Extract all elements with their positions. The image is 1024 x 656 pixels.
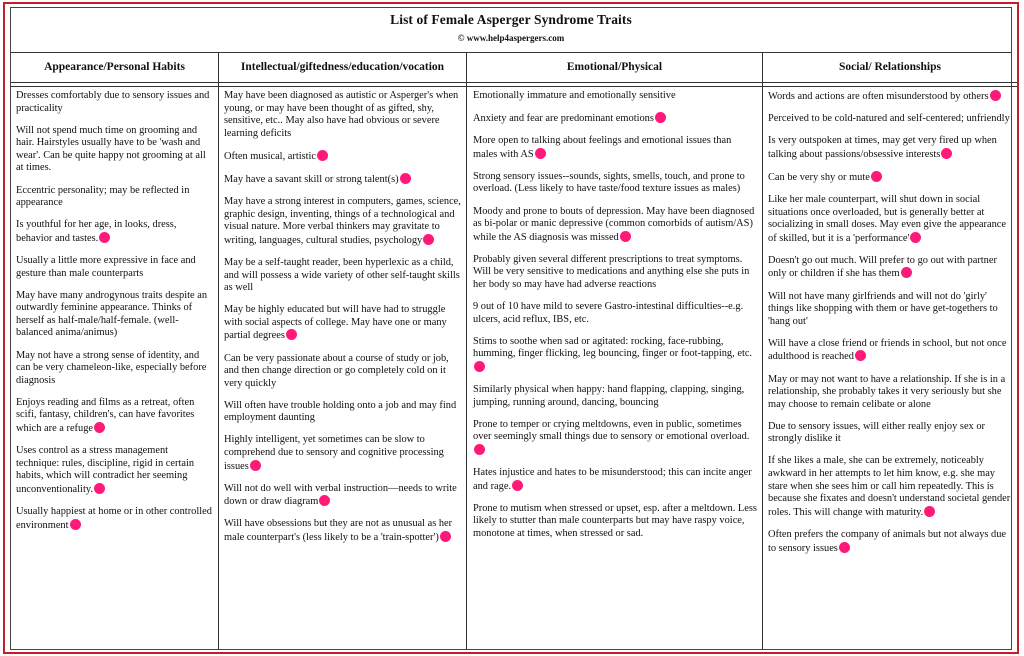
trait-item <box>16 397 213 436</box>
trait-text: Similarly physical when happy: hand flapping, clapping, singing, jumping, running around, dancing, bouncing <box>473 384 745 408</box>
trait-text: Hates injustice and hates to be misunderstood; this can incite anger and rage. <box>473 467 752 492</box>
trait-text: Doesn't go out much. Will prefer to go out with partner only or children if she has them <box>768 254 997 280</box>
trait-item <box>16 506 213 532</box>
trait-text: May be a self-taught reader, been hyperlexic as a child, and will possess a wide variety of other self-taught skills as well <box>224 256 460 294</box>
trait-text: Is very outspoken at times, may get very fired up when talking about passions/obsessive interests <box>768 135 997 160</box>
pink-marker-dot-icon <box>512 480 523 491</box>
trait-item <box>768 113 1012 126</box>
trait-item <box>768 455 1012 519</box>
trait-text: Strong sensory issues--sounds, sights, smells, touch, and prone to overload. (Less likely to have taste/food texture issues as males) <box>473 170 745 195</box>
trait-item <box>768 421 1012 446</box>
trait-text: Uses control as a stress management technique: rules, discipline, rigid in certain habits, which will contradict her seeming unconventionality. <box>16 445 195 495</box>
trait-item <box>473 503 757 541</box>
trait-text: Moody and prone to bouts of depression. May have been diagnosed as bi-polar or manic depressive (common comorbids of autism/AS) while the AS diagnosis was missed <box>473 205 755 243</box>
trait-list <box>467 87 762 541</box>
pink-marker-dot-icon <box>620 231 631 242</box>
trait-list <box>11 87 218 532</box>
pink-marker-dot-icon <box>70 519 81 530</box>
trait-text: Emotionally immature and emotionally sensitive <box>473 90 676 101</box>
trait-item <box>16 219 213 245</box>
trait-item <box>768 135 1012 161</box>
trait-item <box>473 384 757 409</box>
trait-item <box>16 290 213 340</box>
trait-item <box>224 150 461 164</box>
trait-item <box>768 529 1012 555</box>
pink-marker-dot-icon <box>901 267 912 278</box>
trait-item <box>224 400 461 425</box>
trait-item <box>768 90 1012 104</box>
trait-item <box>768 291 1012 329</box>
document-frame <box>3 2 1019 654</box>
column-emotional <box>466 53 762 649</box>
trait-text: Probably given several different prescriptions to treat symptoms. Will be very sensitive to medications and anything else she puts in her body so may have had adverse reactions <box>473 253 750 291</box>
trait-item <box>16 445 213 496</box>
trait-item <box>473 206 757 245</box>
trait-item <box>16 185 213 210</box>
trait-item <box>473 254 757 292</box>
trait-text: Can be very passionate about a course of study or job, and then change direction or go completely cold on it very quickly <box>224 352 449 389</box>
trait-text: May or may not want to have a relationship. If she is in a relationship, she probably takes it very seriously but she may choose to remain celibate or alone <box>768 373 1006 410</box>
pink-marker-dot-icon <box>655 112 666 123</box>
trait-item <box>473 171 757 196</box>
pink-marker-dot-icon <box>319 495 330 506</box>
trait-text: Usually happiest at home or in other controlled environment <box>16 505 212 531</box>
trait-text: May have a savant skill or strong talent(s) <box>224 173 399 185</box>
trait-text: More open to talking about feelings and emotional issues than males with AS <box>473 135 732 160</box>
page-title: List of Female Asperger Syndrome Traits <box>390 12 632 27</box>
trait-item <box>224 353 461 391</box>
trait-item <box>224 196 461 247</box>
trait-text: Dresses comfortably due to sensory issues and practicality <box>16 90 210 114</box>
trait-item <box>224 483 461 509</box>
trait-text: May have been diagnosed as autistic or Asperger's when young, or may have been thought of as gifted, shy, sensitive, etc.. May also have had obvious or severe learning deficits <box>224 90 459 139</box>
trait-text: Is youthful for her age, in looks, dress, behavior and tastes. <box>16 219 177 244</box>
trait-list <box>763 87 1017 555</box>
pink-marker-dot-icon <box>400 173 411 184</box>
trait-text: Enjoys reading and films as a retreat, often scifi, fantasy, children's, can have favorites which are a refuge <box>16 396 195 434</box>
column-social <box>762 53 1017 649</box>
trait-text: If she likes a male, she can be extremely, noticeably awkward in her attempts to let him know, e.g. she may stare when she sees him or call him repeatedly. This is because she fixates and doesn't understand societal gender roles. This will change with maturity. <box>768 455 1011 518</box>
trait-item <box>768 374 1012 412</box>
trait-text: 9 out of 10 have mild to severe Gastro-intestinal difficulties--e.g. ulcers, acid reflux, IBS, etc. <box>473 301 744 325</box>
pink-marker-dot-icon <box>474 361 485 372</box>
pink-marker-dot-icon <box>839 542 850 553</box>
trait-item <box>473 301 757 326</box>
pink-marker-dot-icon <box>990 90 1001 101</box>
pink-marker-dot-icon <box>250 460 261 471</box>
column-header: Emotional/Physical <box>467 53 762 83</box>
column-intellectual <box>218 53 466 649</box>
trait-text: May not have a strong sense of identity, and can be very chameleon-like, especially before diagnosis <box>16 349 207 386</box>
trait-item <box>473 90 757 103</box>
trait-text: Will have obsessions but they are not as unusual as her male counterpart's (less likely to be a 'train-spotter') <box>224 518 453 544</box>
document-sheet <box>10 7 1012 650</box>
trait-text: Prone to temper or crying meltdowns, even in public, sometimes over seemingly small things due to sensory or emotional overload. <box>473 418 750 443</box>
trait-list <box>219 87 466 545</box>
pink-marker-dot-icon <box>910 232 921 243</box>
pink-marker-dot-icon <box>94 483 105 494</box>
trait-text: Will often have trouble holding onto a job and may find employment daunting <box>224 399 457 424</box>
pink-marker-dot-icon <box>941 148 952 159</box>
column-header: Social/ Relationships <box>763 53 1017 83</box>
trait-text: Words and actions are often misunderstood by others <box>768 91 989 102</box>
trait-text: Stims to soothe when sad or agitated: rocking, face-rubbing, humming, finger flicking, leg bouncing, finger or foot-tapping, etc. <box>473 335 753 360</box>
trait-item <box>473 336 757 375</box>
trait-item <box>473 135 757 161</box>
trait-item <box>224 518 461 544</box>
trait-item <box>473 419 757 458</box>
column-header: Appearance/Personal Habits <box>11 53 218 83</box>
pink-marker-dot-icon <box>423 234 434 245</box>
trait-text: Will not do well with verbal instruction—needs to write down or draw diagram <box>224 482 457 508</box>
trait-text: Can be very shy or mute <box>768 171 870 183</box>
trait-text: Eccentric personality; may be reflected in appearance <box>16 184 190 209</box>
trait-text: Like her male counterpart, will shut down in social situations once overloaded, but is generally better at socializing in small doses. May even give the appearance of skilled, but it is a 'performance' <box>768 193 1007 244</box>
trait-item <box>768 171 1012 185</box>
trait-text: Will not spend much time on grooming and hair. Hairstyles usually have to be 'wash and wear'. Can be quite happy not grooming at all at times. <box>16 124 206 174</box>
pink-marker-dot-icon <box>535 148 546 159</box>
trait-item <box>473 467 757 493</box>
trait-text: Often prefers the company of animals but not always due to sensory issues <box>768 528 1007 554</box>
trait-item <box>224 304 461 343</box>
pink-marker-dot-icon <box>99 232 110 243</box>
trait-text: Often musical, artistic <box>224 150 317 162</box>
trait-text: Due to sensory issues, will either really enjoy sex or strongly dislike it <box>768 420 986 445</box>
column-header: Intellectual/giftedness/education/vocation <box>219 53 466 83</box>
pink-marker-dot-icon <box>871 171 882 182</box>
trait-text: Highly intelligent, yet sometimes can be slow to comprehend due to sensory and cognitive processing issues <box>224 434 444 472</box>
trait-text: Will have a close friend or friends in school, but not once adulthood is reached <box>768 337 1007 363</box>
trait-item <box>768 255 1012 281</box>
trait-item <box>224 434 461 473</box>
pink-marker-dot-icon <box>440 531 451 542</box>
trait-text: May have many androgynous traits despite an outwardly feminine appearance. Thinks of herself as half-male/half-female. (well-balanced anima/animus) <box>16 289 208 339</box>
pink-marker-dot-icon <box>924 506 935 517</box>
trait-item <box>224 173 461 187</box>
pink-marker-dot-icon <box>855 350 866 361</box>
column-appearance <box>11 53 218 649</box>
trait-item <box>16 90 213 115</box>
traits-table <box>11 52 1011 649</box>
trait-text: Perceived to be cold-natured and self-centered; unfriendly <box>768 113 1010 125</box>
pink-marker-dot-icon <box>317 150 328 161</box>
source-credit: © www.help4aspergers.com <box>457 33 565 43</box>
pink-marker-dot-icon <box>474 444 485 455</box>
trait-item <box>16 350 213 388</box>
trait-item <box>473 112 757 126</box>
trait-item <box>16 255 213 280</box>
trait-item <box>16 125 213 175</box>
pink-marker-dot-icon <box>286 329 297 340</box>
trait-item <box>768 338 1012 364</box>
trait-text: May have a strong interest in computers, games, science, graphic design, inventing, things of a technological and visual nature. More verbal thinkers may gravitate to writing, languages, cultural studies, psychology <box>224 196 461 246</box>
trait-text: Prone to mutism when stressed or upset, esp. after a meltdown. Less likely to stutter than male counterparts but may have raspy voice, monotone at times, when stressed or sad. <box>473 502 757 539</box>
trait-item <box>224 257 461 295</box>
trait-item <box>224 90 461 140</box>
trait-text: Anxiety and fear are predominant emotions <box>473 113 654 125</box>
trait-text: Will not have many girlfriends and will not do 'girly' things like shopping with them or have get-togethers to 'hang out' <box>768 290 998 327</box>
pink-marker-dot-icon <box>94 422 105 433</box>
trait-text: May be highly educated but will have had to struggle with social aspects of college. May have one or many partial degrees <box>224 304 447 342</box>
trait-item <box>768 194 1012 245</box>
trait-text: Usually a little more expressive in face and gesture than male counterparts <box>16 254 196 279</box>
